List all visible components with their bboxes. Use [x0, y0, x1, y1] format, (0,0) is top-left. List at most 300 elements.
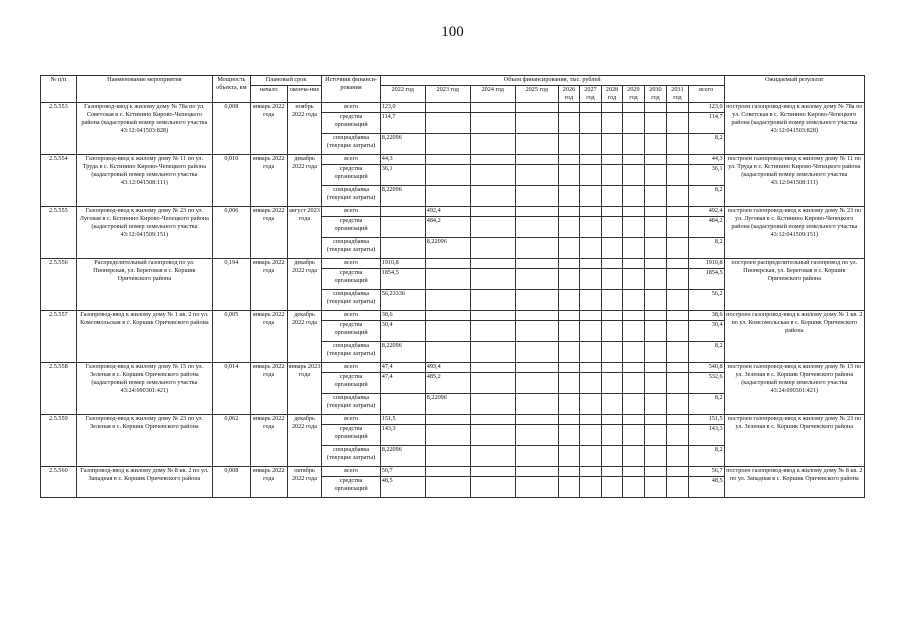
- row-value-2022: 47,4: [380, 373, 425, 394]
- row-number: 2.5.557: [41, 311, 77, 363]
- row-value-2023: [425, 467, 470, 477]
- row-name: Газопровод-ввод к жилому дому № 8 кв. 2 по ул. Западная в с. Коршик Оричевского района: [76, 467, 212, 498]
- row-value-empty: [644, 290, 667, 311]
- row-value-empty: [623, 311, 644, 321]
- row-value-empty: [580, 238, 601, 259]
- row-value-total: 38,6: [688, 311, 724, 321]
- row-value-2022: 8,22096: [380, 186, 425, 207]
- table-body: [41, 103, 865, 498]
- row-value-2022: 143,3: [380, 425, 425, 446]
- table-row: [41, 311, 865, 321]
- row-value-empty: [580, 165, 601, 186]
- row-value-empty: [644, 103, 667, 113]
- row-value-empty: [580, 259, 601, 269]
- row-value-2023: 484,2: [425, 217, 470, 238]
- row-value-2022: 114,7: [380, 113, 425, 134]
- row-value-empty: [601, 217, 622, 238]
- row-value-2023: [425, 103, 470, 113]
- row-value-empty: [580, 363, 601, 373]
- row-value-empty: [515, 113, 558, 134]
- row-source: средства организаций: [322, 425, 380, 446]
- row-value-empty: [667, 311, 688, 321]
- row-value-empty: [644, 342, 667, 363]
- row-value-empty: [515, 155, 558, 165]
- row-value-empty: [667, 186, 688, 207]
- row-value-empty: [580, 113, 601, 134]
- row-value-empty: [580, 134, 601, 155]
- row-value-empty: [580, 446, 601, 467]
- row-value-empty: [558, 415, 579, 425]
- row-value-empty: [580, 311, 601, 321]
- row-number: 2.5.554: [41, 155, 77, 207]
- row-value-empty: [644, 207, 667, 217]
- row-capacity: 0,006: [212, 207, 250, 259]
- row-name: Газопровод-ввод к жилому дому № 23 по ул. Луговая в с. Кстинино Кирово-Чепецкого района (кадастровый номер земельного участка 43:12:041509:151): [76, 207, 212, 259]
- row-value-total: 8,2: [688, 186, 724, 207]
- table-row: [41, 259, 865, 269]
- row-value-empty: [644, 394, 667, 415]
- row-source: средства организаций: [322, 321, 380, 342]
- row-value-empty: [667, 269, 688, 290]
- row-start: январь 2022 года: [250, 207, 287, 259]
- row-result: построен газопровод-ввод к жилому дому № 23 по ул. Луговая в с. Кстинино Кирово-Чепецкого района (кадастровый номер земельного участка 43:12:041509:151): [724, 207, 864, 259]
- row-value-empty: [558, 134, 579, 155]
- row-capacity: 0,014: [212, 363, 250, 415]
- row-value-2022: 123,0: [380, 103, 425, 113]
- row-capacity: 0,194: [212, 259, 250, 311]
- row-value-empty: [667, 155, 688, 165]
- row-value-2022: [380, 394, 425, 415]
- row-value-empty: [644, 467, 667, 477]
- row-value-empty: [580, 217, 601, 238]
- row-value-empty: [515, 269, 558, 290]
- row-value-2022: [380, 217, 425, 238]
- row-value-2023: 493,4: [425, 363, 470, 373]
- row-value-empty: [515, 217, 558, 238]
- header-name: Наименование мероприятия: [76, 76, 212, 103]
- row-value-empty: [470, 342, 515, 363]
- row-value-empty: [470, 238, 515, 259]
- header-year: 2030 год: [644, 86, 667, 103]
- row-source: спецнадбавка (текущие затраты): [322, 290, 380, 311]
- row-value-2022: 8,22096: [380, 134, 425, 155]
- row-value-empty: [644, 155, 667, 165]
- row-value-empty: [644, 269, 667, 290]
- header-num: № п/п: [41, 76, 77, 103]
- table-row: [41, 207, 865, 217]
- row-value-empty: [601, 477, 622, 498]
- row-value-empty: [558, 342, 579, 363]
- row-value-total: 8,2: [688, 342, 724, 363]
- row-value-total: 48,5: [688, 477, 724, 498]
- row-value-empty: [558, 165, 579, 186]
- row-value-total: 44,3: [688, 155, 724, 165]
- row-value-total: 484,2: [688, 217, 724, 238]
- row-value-empty: [601, 446, 622, 467]
- row-end: декабрь 2022 года: [287, 415, 322, 467]
- row-value-empty: [667, 207, 688, 217]
- header-year: 2029 год: [623, 86, 644, 103]
- row-value-empty: [470, 415, 515, 425]
- row-start: январь 2022 года: [250, 155, 287, 207]
- row-value-empty: [470, 269, 515, 290]
- row-value-empty: [580, 269, 601, 290]
- row-value-empty: [580, 373, 601, 394]
- row-value-empty: [515, 134, 558, 155]
- row-value-empty: [623, 259, 644, 269]
- row-value-empty: [470, 103, 515, 113]
- row-start: январь 2022 года: [250, 259, 287, 311]
- row-value-empty: [580, 415, 601, 425]
- row-end: январь 2023 года: [287, 363, 322, 415]
- row-value-empty: [470, 217, 515, 238]
- row-value-empty: [515, 467, 558, 477]
- row-value-empty: [558, 373, 579, 394]
- row-value-empty: [601, 207, 622, 217]
- row-value-total: 56,7: [688, 467, 724, 477]
- row-value-empty: [644, 259, 667, 269]
- row-value-2022: 44,3: [380, 155, 425, 165]
- row-value-empty: [558, 321, 579, 342]
- row-value-empty: [667, 394, 688, 415]
- row-value-empty: [623, 207, 644, 217]
- row-result: построен газопровод-ввод к жилому дому № 11 по ул. Труда в с. Кстинино Кирово-Чепецкого района (кадастровый номер земельного участка 43:12:041508:111): [724, 155, 864, 207]
- row-value-total: 36,1: [688, 165, 724, 186]
- row-value-empty: [601, 269, 622, 290]
- row-value-empty: [558, 290, 579, 311]
- row-source: спецнадбавка (текущие затраты): [322, 446, 380, 467]
- row-value-2023: [425, 259, 470, 269]
- row-value-empty: [580, 207, 601, 217]
- row-value-2023: [425, 321, 470, 342]
- header-funding: Объем финансирования, тыс. рублей: [380, 76, 724, 86]
- row-value-empty: [558, 425, 579, 446]
- row-value-empty: [623, 113, 644, 134]
- row-value-empty: [580, 186, 601, 207]
- row-value-total: 1910,8: [688, 259, 724, 269]
- row-value-total: 114,7: [688, 113, 724, 134]
- row-value-total: 56,2: [688, 290, 724, 311]
- row-value-empty: [644, 186, 667, 207]
- header-term: Плановый срок: [250, 76, 322, 86]
- row-value-empty: [601, 259, 622, 269]
- header-year: 2023 год: [425, 86, 470, 103]
- row-value-empty: [515, 446, 558, 467]
- row-value-empty: [558, 103, 579, 113]
- row-value-empty: [580, 103, 601, 113]
- row-value-empty: [470, 477, 515, 498]
- row-value-empty: [667, 103, 688, 113]
- row-start: январь 2022 года: [250, 311, 287, 363]
- row-value-empty: [601, 103, 622, 113]
- row-start: январь 2022 года: [250, 415, 287, 467]
- row-value-empty: [580, 467, 601, 477]
- row-value-2022: 8,22096: [380, 446, 425, 467]
- row-name: Газопровод-ввод к жилому дому № 15 по ул. Зеленая в с. Коршик Оричевского района (кадастровый номер земельного участка 43:24:090301:421): [76, 363, 212, 415]
- header-year: 2025 год: [515, 86, 558, 103]
- row-value-empty: [623, 134, 644, 155]
- row-value-2022: 8,22096: [380, 342, 425, 363]
- row-value-2022: 151,5: [380, 415, 425, 425]
- row-value-empty: [667, 165, 688, 186]
- row-value-empty: [470, 134, 515, 155]
- row-number: 2.5.556: [41, 259, 77, 311]
- header-year: 2031 год: [667, 86, 688, 103]
- header-term-end: оконча-ние: [287, 86, 322, 103]
- row-value-empty: [667, 342, 688, 363]
- row-value-empty: [644, 165, 667, 186]
- row-value-2023: [425, 113, 470, 134]
- row-value-empty: [558, 269, 579, 290]
- row-source: средства организаций: [322, 113, 380, 134]
- row-value-empty: [558, 259, 579, 269]
- row-value-empty: [580, 321, 601, 342]
- row-value-empty: [580, 477, 601, 498]
- row-value-empty: [644, 363, 667, 373]
- row-value-empty: [667, 134, 688, 155]
- row-end: декабрь 2022 года: [287, 259, 322, 311]
- row-value-empty: [558, 467, 579, 477]
- row-value-empty: [623, 186, 644, 207]
- row-value-empty: [601, 425, 622, 446]
- row-result: построен газопровод-ввод к жилому дому № 8 кв. 2 по ул. Западная в с. Коршик Оричевского района: [724, 467, 864, 498]
- row-value-total: 532,6: [688, 373, 724, 394]
- row-name: Газопровод-ввод к жилому дому № 11 по ул. Труда в с. Кстинино Кирово-Чепецкого района (кадастровый номер земельного участка 43:12:041508:111): [76, 155, 212, 207]
- row-value-empty: [515, 373, 558, 394]
- row-value-empty: [601, 394, 622, 415]
- row-source: средства организаций: [322, 477, 380, 498]
- row-source: всего: [322, 155, 380, 165]
- row-value-empty: [558, 477, 579, 498]
- header-term-start: начало: [250, 86, 287, 103]
- row-value-empty: [601, 290, 622, 311]
- row-value-empty: [601, 363, 622, 373]
- row-value-total: 1854,5: [688, 269, 724, 290]
- row-value-empty: [601, 342, 622, 363]
- row-value-2023: [425, 342, 470, 363]
- row-value-2023: [425, 311, 470, 321]
- row-value-empty: [644, 477, 667, 498]
- row-value-empty: [667, 467, 688, 477]
- row-value-2023: [425, 415, 470, 425]
- row-value-empty: [515, 186, 558, 207]
- row-value-total: 143,3: [688, 425, 724, 446]
- row-value-2022: 1854,5: [380, 269, 425, 290]
- row-number: 2.5.555: [41, 207, 77, 259]
- row-value-empty: [515, 165, 558, 186]
- row-source: всего: [322, 311, 380, 321]
- row-value-2023: [425, 134, 470, 155]
- header-capacity: Мощность объекта, км: [212, 76, 250, 103]
- row-value-2022: 47,4: [380, 363, 425, 373]
- row-value-empty: [667, 425, 688, 446]
- row-value-empty: [667, 259, 688, 269]
- row-value-empty: [644, 425, 667, 446]
- row-value-empty: [470, 113, 515, 134]
- row-value-empty: [623, 165, 644, 186]
- row-value-2022: 1910,8: [380, 259, 425, 269]
- row-value-empty: [623, 373, 644, 394]
- header-year: 2022 год: [380, 86, 425, 103]
- row-value-empty: [623, 269, 644, 290]
- row-value-empty: [515, 311, 558, 321]
- row-value-2022: 48,5: [380, 477, 425, 498]
- row-source: всего: [322, 363, 380, 373]
- row-number: 2.5.553: [41, 103, 77, 155]
- row-value-empty: [667, 217, 688, 238]
- row-value-empty: [623, 477, 644, 498]
- row-value-empty: [470, 165, 515, 186]
- row-source: средства организаций: [322, 217, 380, 238]
- row-start: январь 2022 года: [250, 103, 287, 155]
- header-source: Источник финанси-рования: [322, 76, 380, 103]
- row-value-total: 540,8: [688, 363, 724, 373]
- row-value-empty: [644, 321, 667, 342]
- row-value-empty: [623, 415, 644, 425]
- header-year: 2028 год: [601, 86, 622, 103]
- table-row: [41, 467, 865, 477]
- row-source: всего: [322, 259, 380, 269]
- row-value-empty: [601, 415, 622, 425]
- row-value-empty: [515, 238, 558, 259]
- row-value-total: 8,2: [688, 394, 724, 415]
- row-value-empty: [470, 259, 515, 269]
- row-value-empty: [470, 394, 515, 415]
- row-value-2023: [425, 165, 470, 186]
- row-result: построен газопровод-ввод к жилому дому № 78а по ул. Советская в с. Кстинино Кирово-Чепецкого района (кадастровый номер земельного участка 43:12:041503:828): [724, 103, 864, 155]
- row-value-empty: [515, 207, 558, 217]
- row-value-empty: [667, 446, 688, 467]
- row-value-empty: [644, 113, 667, 134]
- row-value-empty: [644, 217, 667, 238]
- row-value-empty: [667, 477, 688, 498]
- row-value-empty: [580, 342, 601, 363]
- row-value-empty: [601, 467, 622, 477]
- table-row: [41, 155, 865, 165]
- row-value-empty: [667, 363, 688, 373]
- row-value-empty: [558, 113, 579, 134]
- row-capacity: 0,062: [212, 415, 250, 467]
- row-value-empty: [470, 425, 515, 446]
- row-value-empty: [601, 311, 622, 321]
- table-header: [41, 76, 865, 103]
- row-value-total: 123,0: [688, 103, 724, 113]
- row-source: спецнадбавка (текущие затраты): [322, 394, 380, 415]
- row-value-empty: [470, 321, 515, 342]
- row-value-empty: [667, 373, 688, 394]
- row-value-2023: 492,4: [425, 207, 470, 217]
- row-value-empty: [623, 103, 644, 113]
- row-value-2023: 485,2: [425, 373, 470, 394]
- row-value-empty: [558, 238, 579, 259]
- row-end: август 2023 года: [287, 207, 322, 259]
- row-source: спецнадбавка (текущие затраты): [322, 134, 380, 155]
- row-value-empty: [601, 155, 622, 165]
- row-number: 2.5.558: [41, 363, 77, 415]
- row-value-total: 8,2: [688, 238, 724, 259]
- row-value-2023: [425, 290, 470, 311]
- row-value-total: 492,4: [688, 207, 724, 217]
- row-value-empty: [644, 311, 667, 321]
- row-source: средства организаций: [322, 373, 380, 394]
- row-value-empty: [623, 238, 644, 259]
- row-value-empty: [601, 321, 622, 342]
- row-value-empty: [558, 311, 579, 321]
- row-number: 2.5.559: [41, 415, 77, 467]
- row-value-2022: 38,6: [380, 311, 425, 321]
- row-value-empty: [667, 321, 688, 342]
- table-row: [41, 363, 865, 373]
- row-value-empty: [623, 217, 644, 238]
- header-total: всего: [688, 86, 724, 103]
- row-value-2022: [380, 238, 425, 259]
- row-value-empty: [470, 446, 515, 467]
- row-value-total: 151,5: [688, 415, 724, 425]
- row-value-empty: [558, 186, 579, 207]
- row-value-empty: [470, 373, 515, 394]
- row-value-empty: [644, 415, 667, 425]
- row-value-empty: [623, 467, 644, 477]
- row-value-empty: [667, 415, 688, 425]
- row-value-empty: [558, 394, 579, 415]
- row-source: средства организаций: [322, 269, 380, 290]
- row-name: Газопровод-ввод к жилому дому № 78а по ул. Советская в с. Кстинино Кирово-Чепецкого района (кадастровый номер земельного участка 43:12:041503:828): [76, 103, 212, 155]
- row-value-empty: [470, 155, 515, 165]
- row-source: средства организаций: [322, 165, 380, 186]
- row-value-empty: [515, 363, 558, 373]
- row-value-empty: [580, 155, 601, 165]
- row-value-empty: [470, 186, 515, 207]
- row-value-empty: [515, 477, 558, 498]
- row-value-empty: [515, 321, 558, 342]
- row-name: Газопровод-ввод к жилому дому № 23 по ул. Зеленая в с. Коршик Оричевского района: [76, 415, 212, 467]
- row-value-empty: [623, 446, 644, 467]
- row-source: спецнадбавка (текущие затраты): [322, 238, 380, 259]
- row-end: октябрь 2022 года: [287, 467, 322, 498]
- row-value-2022: 56,7: [380, 467, 425, 477]
- row-start: январь 2022 года: [250, 363, 287, 415]
- row-value-2023: [425, 446, 470, 467]
- row-end: ноябрь 2022 года: [287, 103, 322, 155]
- row-value-empty: [515, 425, 558, 446]
- header-result: Ожидаемый результат: [724, 76, 864, 103]
- row-value-empty: [580, 425, 601, 446]
- row-value-total: 30,4: [688, 321, 724, 342]
- row-source: всего: [322, 415, 380, 425]
- row-value-empty: [644, 238, 667, 259]
- row-value-empty: [667, 238, 688, 259]
- row-source: спецнадбавка (текущие затраты): [322, 342, 380, 363]
- row-value-2022: 36,1: [380, 165, 425, 186]
- row-value-2023: [425, 477, 470, 498]
- header-year: 2026 год: [558, 86, 579, 103]
- row-value-total: 8,2: [688, 446, 724, 467]
- row-value-empty: [515, 415, 558, 425]
- row-capacity: 0,005: [212, 311, 250, 363]
- row-capacity: 0,008: [212, 467, 250, 498]
- row-value-empty: [644, 134, 667, 155]
- row-value-empty: [515, 394, 558, 415]
- row-name: Распределительный газопровод по ул. Пионерская, ул. Береговая в с. Коршик Оричевского района: [76, 259, 212, 311]
- row-source: всего: [322, 467, 380, 477]
- row-value-2023: [425, 425, 470, 446]
- row-value-empty: [623, 363, 644, 373]
- table-row: [41, 415, 865, 425]
- row-value-2023: 8,22096: [425, 394, 470, 415]
- row-value-empty: [470, 207, 515, 217]
- row-value-empty: [470, 290, 515, 311]
- row-value-empty: [558, 446, 579, 467]
